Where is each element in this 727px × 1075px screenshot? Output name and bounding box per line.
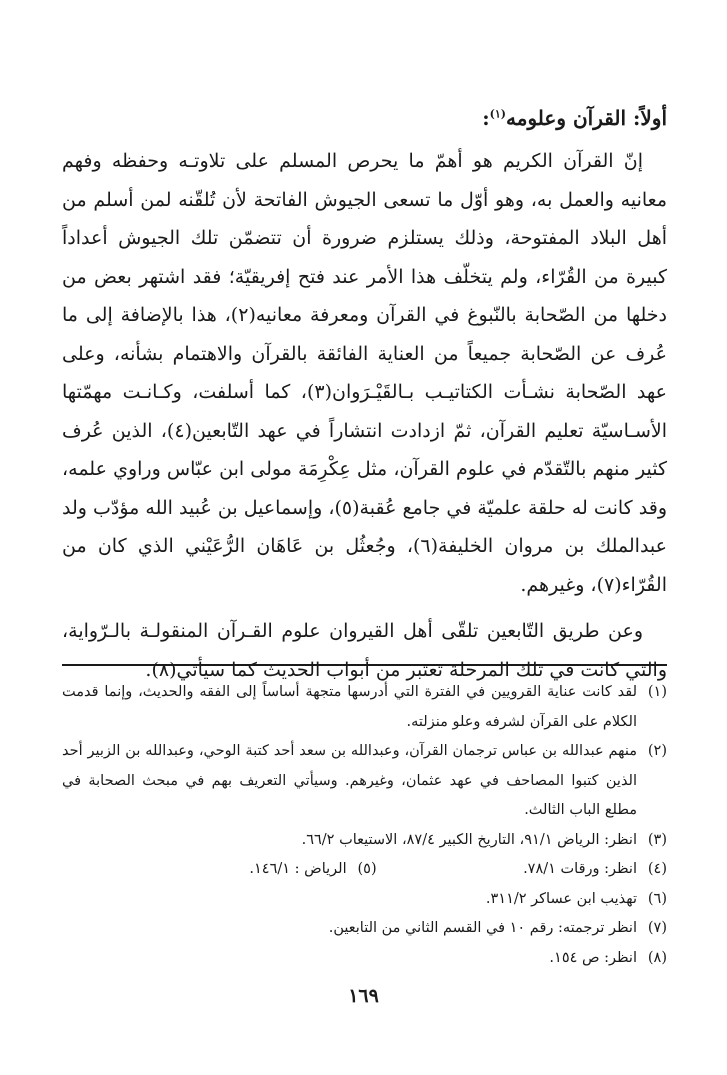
footnote-text: تهذيب ابن عساكر ٣١١/٢. [485, 890, 637, 907]
footnote-number: (٥) [357, 861, 377, 877]
footnote-item [62, 737, 667, 826]
footnote-item-pair [62, 855, 667, 885]
footnote-number: (٢) [647, 743, 667, 759]
main-text [62, 100, 667, 689]
heading-footnote-ref: (١) [489, 107, 507, 121]
footnote-number: (٦) [647, 890, 667, 907]
footnote-half [86, 855, 376, 885]
footnote-item [62, 914, 667, 944]
footnote-number: (١) [647, 684, 667, 700]
heading-colon: : [632, 106, 641, 130]
footnote-text: الرياض : ١٤٦/١. [249, 861, 347, 877]
footnote-pair [62, 855, 667, 885]
footnote-text: انظر: الرياض ٩١/١، التاريخ الكبير ٨٧/٤، الاستيعاب ٦٦/٢. [301, 831, 637, 848]
footnote-number: (٣) [647, 831, 667, 848]
footnotes-list [62, 678, 667, 973]
section-heading [62, 100, 667, 136]
footnote-divider [62, 664, 667, 666]
heading-title: القرآن وعلومه [506, 106, 627, 130]
paragraph-2: وعن طريق التّابعين تلقّى أهل القيروان علوم القـرآن المنقولـة بالـرّواية، والتي كانت في تلك المرحلة تعتبر من أبواب الحديث كما سيأتي(٨). [62, 620, 667, 681]
footnote-text: انظر: ص ١٥٤. [549, 949, 637, 966]
footnote-text: انظر ترجمته: رقم ١٠ في القسم الثاني من التابعين. [328, 920, 637, 936]
footnote-item [62, 944, 667, 974]
footnote-text: لقد كانت عناية القرويين في الفترة التي أدرسها متجهة أساساً إلى الفقه والحديث، وإنما قدمت الكلام على القرآن لشرفه وعلو منزلته. [62, 684, 637, 730]
page-number: ١٦٩ [348, 985, 379, 1007]
footnote-number: (٨) [647, 949, 667, 966]
footnote-half [377, 855, 667, 885]
paragraph-1: إنّ القرآن الكريم هو أهمّ ما يحرص المسلم على تلاوتـه وحفظه وفهم معانيه والعمل به، وهو أوّل ما تسعى الجيوش الفاتحة لأن تُلقّنه لمن أسلم من أهل البلاد المفتوحة، وذلك يستلزم ضرورة أن تتضمّن تلك الجيوش أعداداً كبيرة من القُرّاء، ولم يتخلّف هذا الأمر عند فتح إفريقيّة؛ فقد اشتهر بعض من دخلها من الصّحابة بالنّبوغ في القرآن ومعرفة معانيه(٢)، هذا بالإضافة إلى ما عُرف عن الصّحابة جميعاً من العناية الفائقة بالقرآن والاهتمام بشأنه، وعلى عهد الصّحابة نشـأت الكتاتيـب بـالقَيْـرَوان(٣)، كما أسلفت، وكـانـت مهمّتها الأسـاسيّة تعليم القرآن، ثمّ ازدادت انتشاراً في عهد التّابعين(٤)، الذين عُرف كثير منهم بالتّقدّم في علوم القرآن، مثل عِكْرِمَة مولى ابن عبّاس وراوي علمه، وقد كانت له حلقة علميّة في جامع عُقبة(٥)، وإسماعيل بن عُبيد الله مؤدّب ولد عبدالملك بن مروان الخليفة(٦)، وجُعثُل بن عَاهَان الرُّعَيْني الذي كان من القُرّاء(٧)، وغيرهم. [62, 150, 668, 596]
footnote-number: (٤) [647, 861, 667, 877]
footnote-text: منهم عبدالله بن عباس ترجمان القرآن، وعبدالله بن سعد أحد كتبة الوحي، وعبدالله بن الزبير أحد الذين كتبوا المصاحف في عهد عثمان، وغيرهم. وسيأتي التعريف بهم في مبحث الصحابة في مطلع الباب الثالث. [62, 743, 637, 818]
footnote-number: (٧) [647, 920, 667, 936]
footnote-item [62, 885, 667, 915]
footnote-item [62, 678, 667, 737]
heading-tail: : [482, 106, 490, 130]
footnote-item [62, 826, 667, 856]
heading-label: أولاً [640, 106, 667, 130]
footnote-text: انظر: ورقات ٧٨/١. [523, 861, 637, 877]
